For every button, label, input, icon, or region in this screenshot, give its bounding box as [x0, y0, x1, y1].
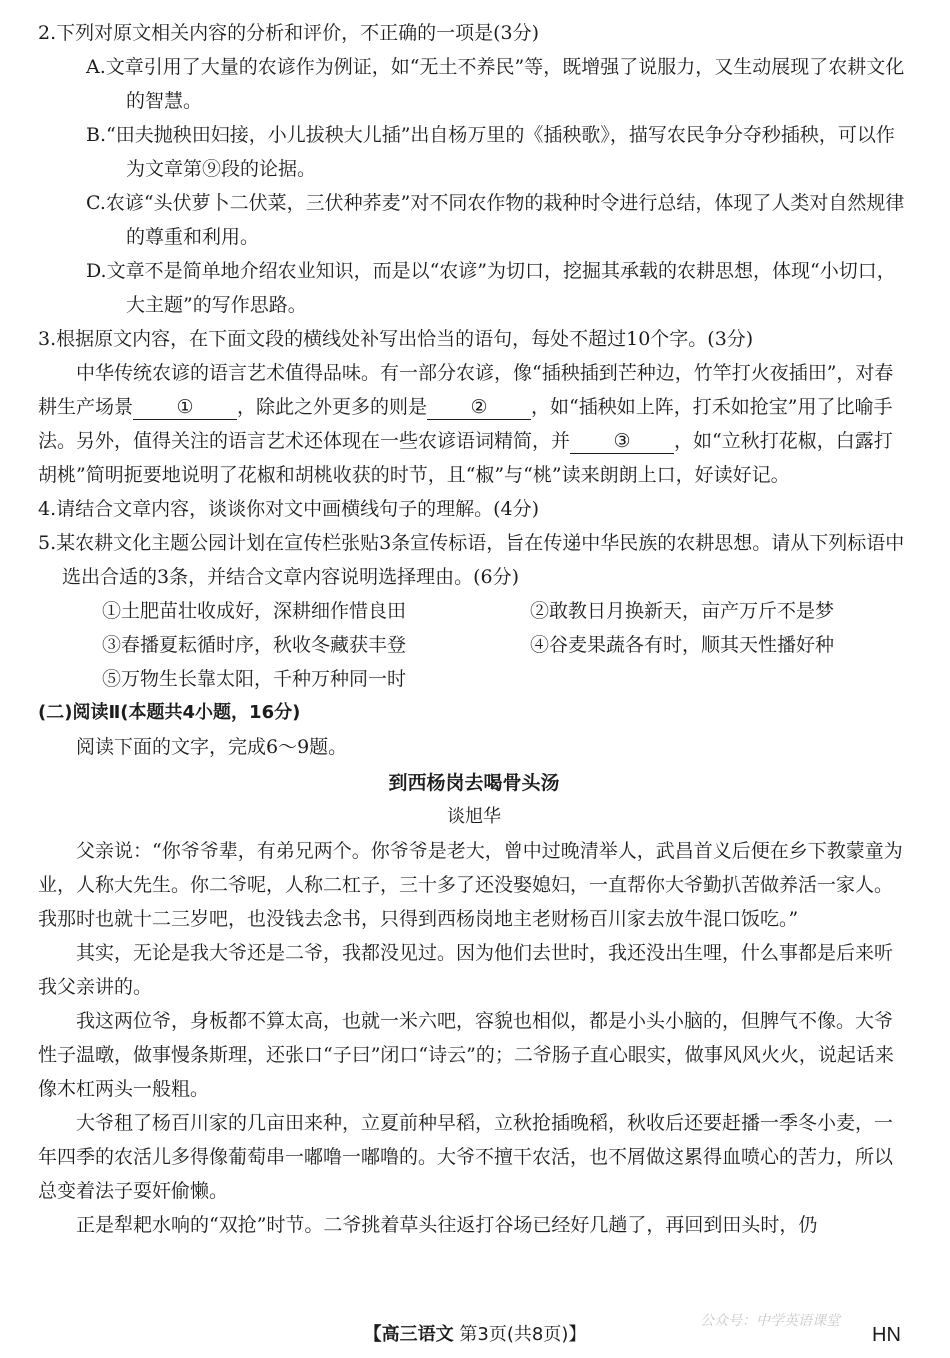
- question-5: [38, 526, 910, 594]
- blank-3: ③: [570, 429, 674, 454]
- region-code: HN: [872, 1324, 901, 1346]
- passage-segment: ，如“立秋打花椒，白露打胡桃”简明扼要地说明了花椒和胡桃收获的时节，且“椒”与“桃”读来朗朗上口，好读好记。: [38, 430, 893, 486]
- footer-page-number: 第3页(共8页)】: [459, 1324, 587, 1345]
- section-heading: (二)阅读Ⅱ(本题共4小题，16分): [38, 702, 301, 723]
- blank-1: ①: [133, 395, 237, 420]
- question-4: 4.请结合文章内容，谈谈你对文中画横线句子的理解。(4分): [38, 498, 540, 520]
- article-author: 谈旭华: [447, 806, 501, 827]
- slogan-list: [38, 594, 910, 696]
- article-title: 到西杨岗去喝骨头汤: [388, 772, 560, 794]
- question-3: [38, 322, 910, 356]
- passage-segment: ，如“插秧如上阵，打禾如抢宝”用了比喻手法。另外，值得关注的语言艺术还体现在一些农谚语词精简，并: [38, 396, 893, 452]
- option-c: C.农谚“头伏萝卜二伏菜，三伏种荞麦”对不同农作物的栽种时令进行总结，体现了人类对自然规律的尊重和利用。: [86, 192, 905, 248]
- slogan-item: ①土肥苗壮收成好，深耕细作惜良田: [102, 600, 407, 622]
- section-instruction: 阅读下面的文字，完成6～9题。: [76, 736, 348, 758]
- page-footer: [0, 1318, 950, 1352]
- watermark: 公众号：中学英语课堂: [700, 1313, 840, 1329]
- slogan-item: ⑤万物生长靠太阳，千种万种同一时: [102, 668, 407, 690]
- slogan-item: ②敢教日月换新天，亩产万斤不是梦: [530, 600, 835, 622]
- passage-segment: ，除此之外更多的则是: [237, 396, 428, 418]
- article-paragraph: 正是犁耙水响的“双抢”时节。二爷挑着草头往返打谷场已经好几趟了，再回到田头时，仍: [76, 1214, 818, 1236]
- blank-2: ②: [427, 395, 531, 420]
- question-3-stem: 3.根据原文内容，在下面文段的横线处补写出恰当的语句，每处不超过10个字。(3分): [38, 328, 754, 350]
- option-d: D.文章不是简单地介绍农业知识，而是以“农谚”为切口，挖掘其承载的农耕思想，体现“小切口，大主题”的写作思路。: [86, 260, 896, 316]
- exam-page: [38, 16, 910, 1242]
- footer-subject: 【高三语文: [363, 1324, 454, 1345]
- slogan-item: ④谷麦果蔬各有时，顺其天性播好种: [530, 634, 835, 656]
- passage-segment: 中华传统农谚的语言艺术值得品味。有一部分农谚，像“插秧插到芒种边，竹竿打火夜插田”，对春耕生产场景: [38, 362, 894, 418]
- article-paragraph: 父亲说：“你爷爷辈，有弟兄两个。你爷爷是老大，曾中过晚清举人，武昌首义后便在乡下教蒙童为业，人称大先生。你二爷呢，人称二杠子，三十多了还没娶媳妇，一直帮你大爷勤扒苦做养活一家人。我那时也就十二三岁吧，也没钱去念书，只得到西杨岗地主老财杨百川家去放牛混口饭吃。”: [38, 840, 903, 930]
- question-3-passage: [38, 356, 910, 492]
- question-2-stem: 2.下列对原文相关内容的分析和评价，不正确的一项是(3分): [38, 22, 540, 44]
- slogan-item: ③春播夏耘循时序，秋收冬藏获丰登: [102, 634, 407, 656]
- option-a: A.文章引用了大量的农谚作为例证，如“无土不养民”等，既增强了说服力，又生动展现了农耕文化的智慧。: [86, 56, 905, 112]
- question-2: [38, 16, 910, 322]
- option-b: B.“田夫抛秧田妇接，小儿拔秧大儿插”出自杨万里的《插秧歌》，描写农民争分夺秒插秧，可以作为文章第⑨段的论据。: [86, 124, 895, 180]
- article-paragraph: 其实，无论是我大爷还是二爷，我都没见过。因为他们去世时，我还没出生哩，什么事都是后来听我父亲讲的。: [38, 942, 894, 998]
- article-paragraph: 大爷租了杨百川家的几亩田来种，立夏前种早稻，立秋抢插晚稻，秋收后还要赶播一季冬小麦，一年四季的农活儿多得像葡萄串一嘟噜一嘟噜的。大爷不擅干农活，也不屑做这累得血喷心的苦力，所以总变着法子耍奸偷懒。: [38, 1112, 894, 1202]
- question-5-stem: 5.某农耕文化主题公园计划在宣传栏张贴3条宣传标语，旨在传递中华民族的农耕思想。请从下列标语中选出合适的3条，并结合文章内容说明选择理由。(6分): [38, 532, 905, 588]
- article-paragraph: 我这两位爷，身板都不算太高，也就一米六吧，容貌也相似，都是小头小脑的，但脾气不像。大爷性子温暾，做事慢条斯理，还张口“子曰”闭口“诗云”的；二爷肠子直心眼实，做事风风火火，说起话来像木杠两头一般粗。: [38, 1010, 894, 1100]
